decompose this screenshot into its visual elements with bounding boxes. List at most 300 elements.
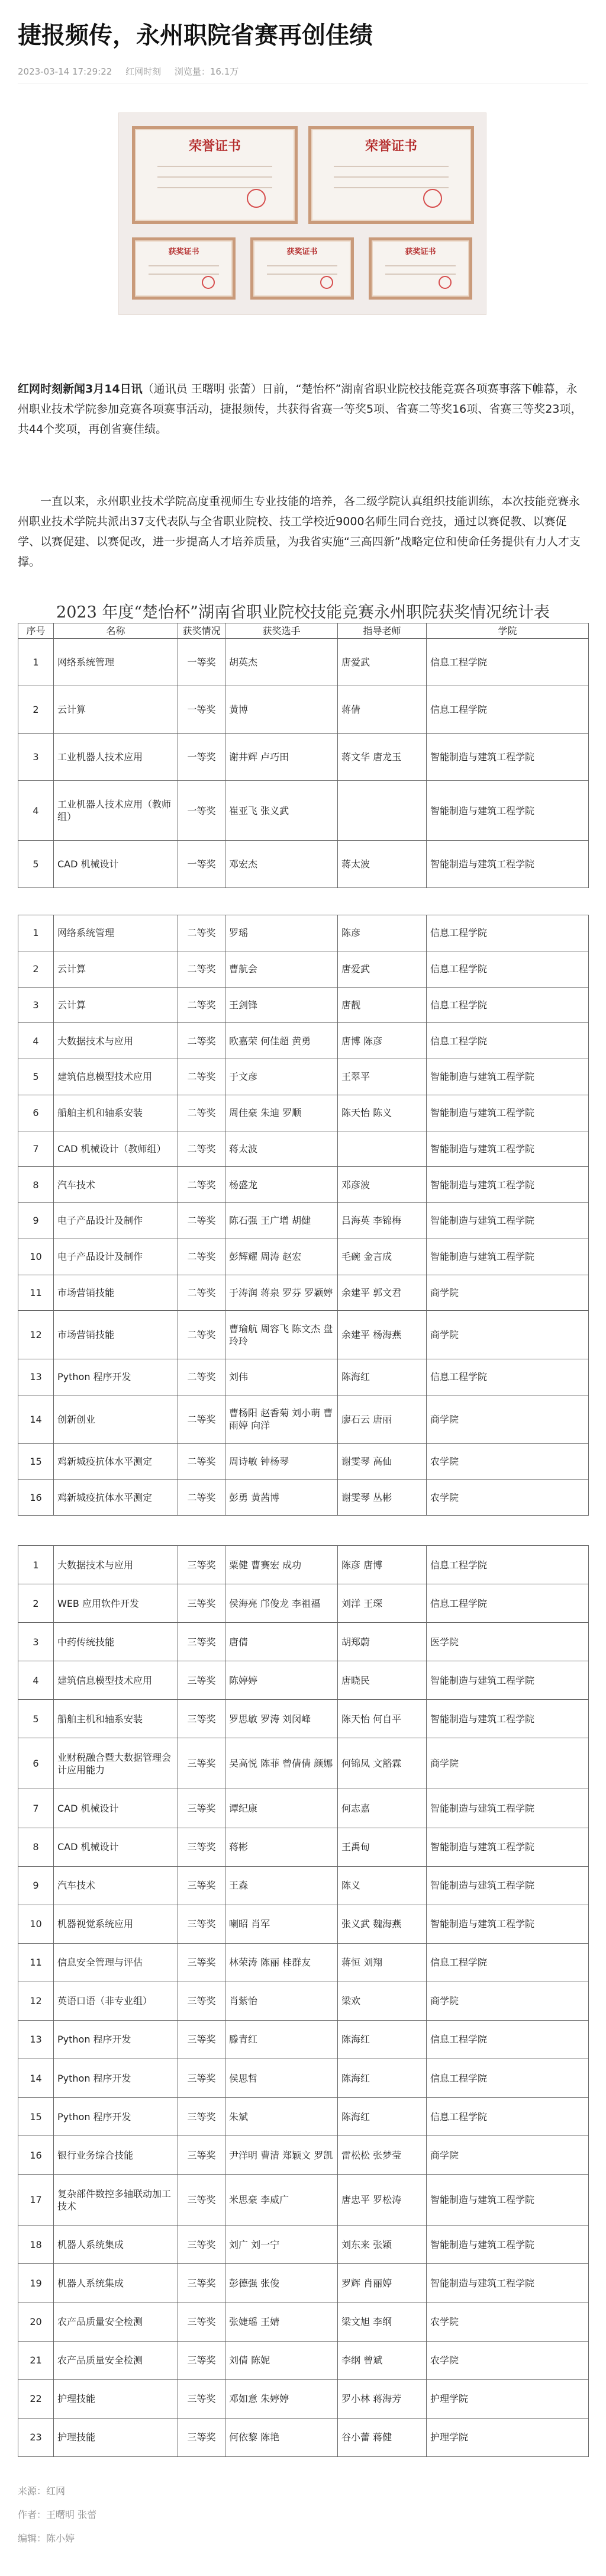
event-cell: Python 程序开发 bbox=[54, 2098, 178, 2136]
winners-cell: 杨盛龙 bbox=[225, 1167, 338, 1203]
winners-cell: 滕青红 bbox=[225, 2020, 338, 2059]
seq-cell: 21 bbox=[18, 2341, 54, 2379]
winners-cell: 罗瑶 bbox=[225, 915, 338, 951]
seq-cell: 4 bbox=[18, 1023, 54, 1059]
table-row bbox=[18, 1661, 589, 1700]
award-cell: 三等奖 bbox=[178, 2136, 225, 2175]
college-cell: 信息工程学院 bbox=[427, 1943, 589, 1982]
college-cell: 智能制造与建筑工程学院 bbox=[427, 1131, 589, 1167]
advisor-cell: 陈义 bbox=[338, 1866, 427, 1905]
winners-cell: 粟健 曹赛宏 成功 bbox=[225, 1546, 338, 1584]
event-cell: 工业机器人技术应用（教师组） bbox=[54, 781, 178, 841]
event-cell: CAD 机械设计 bbox=[54, 1789, 178, 1828]
event-cell: 云计算 bbox=[54, 951, 178, 987]
advisor-cell: 余建平 郭文君 bbox=[338, 1275, 427, 1311]
college-cell: 农学院 bbox=[427, 2341, 589, 2379]
event-cell: 护理技能 bbox=[54, 2379, 178, 2418]
advisor-cell: 陈海红 bbox=[338, 2059, 427, 2098]
advisor-cell: 余建平 杨海燕 bbox=[338, 1311, 427, 1359]
paragraph-2: 一直以来，永州职业技术学院高度重视师生专业技能的培养，各二级学院认真组织技能训练，本次技能竞赛永州职业技术学院共派出37支代表队与全省职业院校、技工学校近9000名师生同台竞技，通过以赛促教、以赛促学、以赛促建、以赛促改，进一步提高人才培养质量，为我省实施“三高四新”战略定位和使命任务提供有力人才支撑。 bbox=[18, 495, 581, 568]
table-row bbox=[18, 1095, 589, 1131]
college-cell: 智能制造与建筑工程学院 bbox=[427, 841, 589, 888]
advisor-cell: 谢雯琴 丛彬 bbox=[338, 1480, 427, 1516]
table-row bbox=[18, 1480, 589, 1516]
advisor-cell: 谷小蕾 蒋健 bbox=[338, 2418, 427, 2456]
advisor-cell: 刘东来 张颖 bbox=[338, 2226, 427, 2264]
certificate-2 bbox=[308, 126, 474, 224]
college-cell: 智能制造与建筑工程学院 bbox=[427, 1059, 589, 1095]
advisor-cell: 张义武 魏海燕 bbox=[338, 1905, 427, 1943]
winners-cell: 曹航会 bbox=[225, 951, 338, 987]
table-row bbox=[18, 1203, 589, 1239]
college-cell: 智能制造与建筑工程学院 bbox=[427, 2264, 589, 2302]
event-cell: 复杂部件数控多轴联动加工技术 bbox=[54, 2175, 178, 2226]
event-cell: 网络系统管理 bbox=[54, 915, 178, 951]
footer-source: 来源：红网 bbox=[18, 2485, 66, 2497]
advisor-cell: 唐爱武 bbox=[338, 639, 427, 686]
award-cell: 三等奖 bbox=[178, 2264, 225, 2302]
event-cell: 机器视觉系统应用 bbox=[54, 1905, 178, 1943]
seq-cell: 1 bbox=[18, 1546, 54, 1584]
advisor-cell: 罗辉 肖丽婷 bbox=[338, 2264, 427, 2302]
award-cell: 三等奖 bbox=[178, 2302, 225, 2341]
table-row bbox=[18, 1700, 589, 1738]
award-cell: 二等奖 bbox=[178, 1480, 225, 1516]
table-row bbox=[18, 1943, 589, 1982]
advisor-cell: 吕海英 李锦梅 bbox=[338, 1203, 427, 1239]
winners-cell: 刘广 刘一宁 bbox=[225, 2226, 338, 2264]
event-cell: 机器人系统集成 bbox=[54, 2264, 178, 2302]
seq-cell: 13 bbox=[18, 1359, 54, 1395]
winners-cell: 于文彦 bbox=[225, 1059, 338, 1095]
college-cell: 信息工程学院 bbox=[427, 915, 589, 951]
event-cell: 农产品质量安全检测 bbox=[54, 2341, 178, 2379]
award-cell: 三等奖 bbox=[178, 2418, 225, 2456]
winners-cell: 喇昭 肖军 bbox=[225, 1905, 338, 1943]
seq-cell: 3 bbox=[18, 1623, 54, 1661]
college-cell: 智能制造与建筑工程学院 bbox=[427, 1789, 589, 1828]
advisor-cell: 胡郑蔚 bbox=[338, 1623, 427, 1661]
advisor-cell: 梁文旭 李纲 bbox=[338, 2302, 427, 2341]
award-cell: 三等奖 bbox=[178, 1623, 225, 1661]
award-cell: 一等奖 bbox=[178, 781, 225, 841]
table-row bbox=[18, 1828, 589, 1866]
college-cell: 信息工程学院 bbox=[427, 987, 589, 1023]
seq-cell: 9 bbox=[18, 1866, 54, 1905]
winners-cell: 周诗敏 钟杨琴 bbox=[225, 1443, 338, 1480]
event-cell: 鸡新城疫抗体水平测定 bbox=[54, 1480, 178, 1516]
advisor-cell: 唐晓民 bbox=[338, 1661, 427, 1700]
table-row bbox=[18, 1059, 589, 1095]
table-row bbox=[18, 1311, 589, 1359]
seq-cell: 7 bbox=[18, 1131, 54, 1167]
award-cell: 三等奖 bbox=[178, 1828, 225, 1866]
college-cell: 商学院 bbox=[427, 1395, 589, 1443]
award-cell: 二等奖 bbox=[178, 915, 225, 951]
seq-cell: 15 bbox=[18, 1443, 54, 1480]
header-cell: 获奖选手 bbox=[225, 623, 338, 639]
certificate-4 bbox=[250, 237, 354, 300]
advisor-cell: 廖石云 唐丽 bbox=[338, 1395, 427, 1443]
seq-cell: 17 bbox=[18, 2175, 54, 2226]
table-row bbox=[18, 1584, 589, 1623]
event-cell: 创新创业 bbox=[54, 1395, 178, 1443]
award-cell: 二等奖 bbox=[178, 1203, 225, 1239]
table-row bbox=[18, 2098, 589, 2136]
college-cell: 信息工程学院 bbox=[427, 2020, 589, 2059]
seq-cell: 6 bbox=[18, 1095, 54, 1131]
table-row bbox=[18, 734, 589, 781]
event-cell: 船舶主机和轴系安装 bbox=[54, 1700, 178, 1738]
event-cell: 云计算 bbox=[54, 987, 178, 1023]
table-row bbox=[18, 1789, 589, 1828]
certificate-title: 荣誉证书 bbox=[365, 139, 417, 154]
event-cell: 船舶主机和轴系安装 bbox=[54, 1095, 178, 1131]
advisor-cell: 陈海红 bbox=[338, 1359, 427, 1395]
table-row bbox=[18, 781, 589, 841]
advisor-cell: 雷松松 张梦莹 bbox=[338, 2136, 427, 2175]
college-cell: 信息工程学院 bbox=[427, 951, 589, 987]
winners-cell: 王森 bbox=[225, 1866, 338, 1905]
college-cell: 智能制造与建筑工程学院 bbox=[427, 1239, 589, 1275]
event-cell: 市场营销技能 bbox=[54, 1311, 178, 1359]
table-row bbox=[18, 2226, 589, 2264]
certificate-title: 获奖证书 bbox=[286, 247, 318, 256]
event-cell: WEB 应用软件开发 bbox=[54, 1584, 178, 1623]
college-cell: 商学院 bbox=[427, 2136, 589, 2175]
award-cell: 三等奖 bbox=[178, 2059, 225, 2098]
footer-author: 作者：王曙明 张蕾 bbox=[18, 2509, 97, 2520]
winners-cell: 林荣涛 陈丽 桂群友 bbox=[225, 1943, 338, 1982]
winners-cell: 谭纪康 bbox=[225, 1789, 338, 1828]
footer-editor: 编辑：陈小婷 bbox=[18, 2533, 75, 2544]
table-row bbox=[18, 2418, 589, 2456]
table-row bbox=[18, 915, 589, 951]
seq-cell: 1 bbox=[18, 639, 54, 686]
table-row bbox=[18, 1905, 589, 1943]
seq-cell: 5 bbox=[18, 1700, 54, 1738]
table-row bbox=[18, 1167, 589, 1203]
header-cell: 指导老师 bbox=[338, 623, 427, 639]
event-cell: 市场营销技能 bbox=[54, 1275, 178, 1311]
header-cell: 学院 bbox=[427, 623, 589, 639]
award-cell: 三等奖 bbox=[178, 1584, 225, 1623]
advisor-cell: 王禹甸 bbox=[338, 1828, 427, 1866]
seq-cell: 14 bbox=[18, 1395, 54, 1443]
award-cell: 一等奖 bbox=[178, 734, 225, 781]
seq-cell: 11 bbox=[18, 1275, 54, 1311]
advisor-cell: 唐靓 bbox=[338, 987, 427, 1023]
certificate-3 bbox=[132, 237, 236, 300]
table-row bbox=[18, 1982, 589, 2020]
advisor-cell: 谢雯琴 高仙 bbox=[338, 1443, 427, 1480]
college-cell: 农学院 bbox=[427, 2302, 589, 2341]
college-cell: 商学院 bbox=[427, 1738, 589, 1789]
event-cell: 云计算 bbox=[54, 686, 178, 734]
advisor-cell: 罗小林 蒋海芳 bbox=[338, 2379, 427, 2418]
certificate-5 bbox=[369, 237, 472, 300]
college-cell: 护理学院 bbox=[427, 2379, 589, 2418]
seq-cell: 18 bbox=[18, 2226, 54, 2264]
award-cell: 三等奖 bbox=[178, 1700, 225, 1738]
college-cell: 农学院 bbox=[427, 1443, 589, 1480]
table-row bbox=[18, 2341, 589, 2379]
event-cell: 网络系统管理 bbox=[54, 639, 178, 686]
college-cell: 信息工程学院 bbox=[427, 2098, 589, 2136]
certificate-photo bbox=[118, 112, 486, 315]
winners-cell: 邓如意 朱婷婷 bbox=[225, 2379, 338, 2418]
award-cell: 二等奖 bbox=[178, 1311, 225, 1359]
seq-cell: 12 bbox=[18, 1311, 54, 1359]
header-cell: 名称 bbox=[54, 623, 178, 639]
college-cell: 信息工程学院 bbox=[427, 1546, 589, 1584]
award-cell: 二等奖 bbox=[178, 1131, 225, 1167]
winners-cell: 肖紫怡 bbox=[225, 1982, 338, 2020]
award-cell: 二等奖 bbox=[178, 1095, 225, 1131]
table-title: 2023 年度“楚怡杯”湖南省职业院校技能竞赛永州职院获奖情况统计表 bbox=[56, 603, 550, 622]
awards-table-first-prize bbox=[18, 623, 589, 888]
advisor-cell: 蒋太波 bbox=[338, 841, 427, 888]
seq-cell: 14 bbox=[18, 2059, 54, 2098]
article-title: 捷报频传，永州职院省赛再创佳绩 bbox=[18, 22, 373, 49]
table-row bbox=[18, 841, 589, 888]
college-cell: 信息工程学院 bbox=[427, 1023, 589, 1059]
table-row bbox=[18, 1546, 589, 1584]
event-cell: 汽车技术 bbox=[54, 1866, 178, 1905]
advisor-cell: 蒋倩 bbox=[338, 686, 427, 734]
advisor-cell: 陈海红 bbox=[338, 2098, 427, 2136]
event-cell: 机器人系统集成 bbox=[54, 2226, 178, 2264]
advisor-cell bbox=[338, 1131, 427, 1167]
seq-cell: 8 bbox=[18, 1828, 54, 1866]
seq-cell: 6 bbox=[18, 1738, 54, 1789]
college-cell: 信息工程学院 bbox=[427, 686, 589, 734]
advisor-cell bbox=[338, 781, 427, 841]
college-cell: 智能制造与建筑工程学院 bbox=[427, 1167, 589, 1203]
event-cell: 业财税融合暨大数据管理会计应用能力 bbox=[54, 1738, 178, 1789]
certificate-title: 获奖证书 bbox=[405, 247, 436, 256]
event-cell: Python 程序开发 bbox=[54, 2059, 178, 2098]
award-cell: 一等奖 bbox=[178, 639, 225, 686]
winners-cell: 尹洋明 曹清 郑颖文 罗凯 bbox=[225, 2136, 338, 2175]
award-cell: 三等奖 bbox=[178, 1738, 225, 1789]
award-cell: 二等奖 bbox=[178, 1023, 225, 1059]
advisor-cell: 陈彦 bbox=[338, 915, 427, 951]
winners-cell: 彭德强 张俊 bbox=[225, 2264, 338, 2302]
header-cell: 获奖情况 bbox=[178, 623, 225, 639]
advisor-cell: 梁欢 bbox=[338, 1982, 427, 2020]
winners-cell: 王剑锋 bbox=[225, 987, 338, 1023]
awards-table-third-prize bbox=[18, 1545, 589, 2457]
table-row bbox=[18, 1738, 589, 1789]
award-cell: 三等奖 bbox=[178, 1982, 225, 2020]
certificate-1 bbox=[132, 126, 298, 224]
winners-cell: 何依黎 陈艳 bbox=[225, 2418, 338, 2456]
table-row bbox=[18, 1275, 589, 1311]
advisor-cell: 毛碗 金言成 bbox=[338, 1239, 427, 1275]
award-cell: 三等奖 bbox=[178, 1866, 225, 1905]
advisor-cell: 李纲 曾斌 bbox=[338, 2341, 427, 2379]
award-cell: 一等奖 bbox=[178, 841, 225, 888]
advisor-cell: 陈天怡 何自平 bbox=[338, 1700, 427, 1738]
award-cell: 三等奖 bbox=[178, 2379, 225, 2418]
source-link[interactable]: 红网时刻 bbox=[125, 66, 162, 77]
award-cell: 三等奖 bbox=[178, 2226, 225, 2264]
seq-cell: 8 bbox=[18, 1167, 54, 1203]
seq-cell: 13 bbox=[18, 2020, 54, 2059]
college-cell: 智能制造与建筑工程学院 bbox=[427, 1700, 589, 1738]
table-row bbox=[18, 2379, 589, 2418]
event-cell: CAD 机械设计（教师组） bbox=[54, 1131, 178, 1167]
certificate-title: 荣誉证书 bbox=[188, 139, 241, 154]
winners-cell: 陈婷婷 bbox=[225, 1661, 338, 1700]
advisor-cell: 陈天怡 陈义 bbox=[338, 1095, 427, 1131]
award-cell: 三等奖 bbox=[178, 1546, 225, 1584]
awards-table-second-prize bbox=[18, 915, 589, 1516]
award-cell: 三等奖 bbox=[178, 1905, 225, 1943]
award-cell: 二等奖 bbox=[178, 1359, 225, 1395]
table-row bbox=[18, 2020, 589, 2059]
seq-cell: 10 bbox=[18, 1905, 54, 1943]
award-cell: 二等奖 bbox=[178, 1167, 225, 1203]
award-cell: 二等奖 bbox=[178, 1443, 225, 1480]
college-cell: 信息工程学院 bbox=[427, 2059, 589, 2098]
paragraph-1-text: （通讯员 王曙明 张蕾）日前，“楚怡杯”湖南省职业院校技能竞赛各项赛事落下帷幕，永州职业技术学院参加竞赛各项赛事活动，捷报频传，共获得省赛一等奖5项、省赛二等奖16项、省赛三等奖23项，共44个奖项，再创省赛佳绩。 bbox=[18, 382, 582, 436]
table-row bbox=[18, 1623, 589, 1661]
seq-cell: 20 bbox=[18, 2302, 54, 2341]
winners-cell: 唐倩 bbox=[225, 1623, 338, 1661]
award-cell: 三等奖 bbox=[178, 2175, 225, 2226]
winners-cell: 米思豪 李威广 bbox=[225, 2175, 338, 2226]
event-cell: CAD 机械设计 bbox=[54, 841, 178, 888]
advisor-cell: 陈海红 bbox=[338, 2020, 427, 2059]
seq-cell: 4 bbox=[18, 1661, 54, 1700]
winners-cell: 邓宏杰 bbox=[225, 841, 338, 888]
table-row bbox=[18, 2059, 589, 2098]
table-row bbox=[18, 1239, 589, 1275]
seq-cell: 3 bbox=[18, 734, 54, 781]
table-header-row bbox=[18, 623, 589, 639]
award-cell: 二等奖 bbox=[178, 1239, 225, 1275]
seq-cell: 10 bbox=[18, 1239, 54, 1275]
seq-cell: 2 bbox=[18, 1584, 54, 1623]
college-cell: 智能制造与建筑工程学院 bbox=[427, 2226, 589, 2264]
winners-cell: 侯思哲 bbox=[225, 2059, 338, 2098]
seq-cell: 4 bbox=[18, 781, 54, 841]
college-cell: 医学院 bbox=[427, 1623, 589, 1661]
event-cell: Python 程序开发 bbox=[54, 1359, 178, 1395]
advisor-cell: 蒋文华 唐龙玉 bbox=[338, 734, 427, 781]
seq-cell: 3 bbox=[18, 987, 54, 1023]
header-cell: 序号 bbox=[18, 623, 54, 639]
event-cell: 建筑信息模型技术应用 bbox=[54, 1661, 178, 1700]
event-cell: 工业机器人技术应用 bbox=[54, 734, 178, 781]
event-cell: CAD 机械设计 bbox=[54, 1828, 178, 1866]
winners-cell: 黄博 bbox=[225, 686, 338, 734]
view-count: 浏览量：16.1万 bbox=[174, 66, 239, 77]
paragraph-1 bbox=[18, 379, 588, 439]
table-row bbox=[18, 686, 589, 734]
winners-cell: 彭辉耀 周涛 赵宏 bbox=[225, 1239, 338, 1275]
table-row bbox=[18, 1359, 589, 1395]
winners-cell: 曹瑜航 周容飞 陈文杰 盘玲玲 bbox=[225, 1311, 338, 1359]
college-cell: 智能制造与建筑工程学院 bbox=[427, 1203, 589, 1239]
seq-cell: 2 bbox=[18, 951, 54, 987]
publish-time: 2023-03-14 17:29:22 bbox=[18, 66, 112, 77]
event-cell: 护理技能 bbox=[54, 2418, 178, 2456]
award-cell: 三等奖 bbox=[178, 2341, 225, 2379]
table-row bbox=[18, 2175, 589, 2226]
table-row bbox=[18, 1131, 589, 1167]
table-row bbox=[18, 639, 589, 686]
seq-cell: 22 bbox=[18, 2379, 54, 2418]
seq-cell: 5 bbox=[18, 841, 54, 888]
winners-cell: 刘倩 陈妮 bbox=[225, 2341, 338, 2379]
certificate-title: 获奖证书 bbox=[168, 247, 199, 256]
winners-cell: 于涛润 蒋泉 罗芬 罗颖婷 bbox=[225, 1275, 338, 1311]
college-cell: 商学院 bbox=[427, 1982, 589, 2020]
winners-cell: 朱斌 bbox=[225, 2098, 338, 2136]
event-cell: 银行业务综合技能 bbox=[54, 2136, 178, 2175]
winners-cell: 陈石强 王广增 胡健 bbox=[225, 1203, 338, 1239]
winners-cell: 胡英杰 bbox=[225, 639, 338, 686]
advisor-cell: 唐博 陈彦 bbox=[338, 1023, 427, 1059]
seq-cell: 15 bbox=[18, 2098, 54, 2136]
winners-cell: 吴高悦 陈菲 曾倩倩 颜娜 bbox=[225, 1738, 338, 1789]
seq-cell: 7 bbox=[18, 1789, 54, 1828]
advisor-cell: 何锦凤 文豁霖 bbox=[338, 1738, 427, 1789]
winners-cell: 谢井辉 卢巧田 bbox=[225, 734, 338, 781]
seq-cell: 1 bbox=[18, 915, 54, 951]
college-cell: 农学院 bbox=[427, 1480, 589, 1516]
event-cell: 电子产品设计及制作 bbox=[54, 1203, 178, 1239]
college-cell: 智能制造与建筑工程学院 bbox=[427, 1661, 589, 1700]
college-cell: 智能制造与建筑工程学院 bbox=[427, 2175, 589, 2226]
college-cell: 智能制造与建筑工程学院 bbox=[427, 1905, 589, 1943]
event-cell: 中药传统技能 bbox=[54, 1623, 178, 1661]
award-cell: 一等奖 bbox=[178, 686, 225, 734]
table-row bbox=[18, 2302, 589, 2341]
event-cell: 电子产品设计及制作 bbox=[54, 1239, 178, 1275]
college-cell: 护理学院 bbox=[427, 2418, 589, 2456]
seq-cell: 5 bbox=[18, 1059, 54, 1095]
advisor-cell: 唐忠平 罗松涛 bbox=[338, 2175, 427, 2226]
college-cell: 智能制造与建筑工程学院 bbox=[427, 1866, 589, 1905]
advisor-cell: 蒋恒 刘翔 bbox=[338, 1943, 427, 1982]
college-cell: 智能制造与建筑工程学院 bbox=[427, 1828, 589, 1866]
advisor-cell: 陈彦 唐博 bbox=[338, 1546, 427, 1584]
seq-cell: 12 bbox=[18, 1982, 54, 2020]
winners-cell: 蒋彬 bbox=[225, 1828, 338, 1866]
event-cell: 信息安全管理与评估 bbox=[54, 1943, 178, 1982]
table-row bbox=[18, 1395, 589, 1443]
college-cell: 智能制造与建筑工程学院 bbox=[427, 1095, 589, 1131]
table-row bbox=[18, 1866, 589, 1905]
winners-cell: 欧嘉荣 何佳超 黄勇 bbox=[225, 1023, 338, 1059]
award-cell: 三等奖 bbox=[178, 2020, 225, 2059]
college-cell: 商学院 bbox=[427, 1275, 589, 1311]
event-cell: Python 程序开发 bbox=[54, 2020, 178, 2059]
college-cell: 信息工程学院 bbox=[427, 1584, 589, 1623]
event-cell: 大数据技术与应用 bbox=[54, 1546, 178, 1584]
article-meta bbox=[18, 65, 249, 78]
event-cell: 汽车技术 bbox=[54, 1167, 178, 1203]
event-cell: 英语口语（非专业组） bbox=[54, 1982, 178, 2020]
table-row bbox=[18, 1443, 589, 1480]
seq-cell: 2 bbox=[18, 686, 54, 734]
dateline: 红网时刻新闻3月14日讯 bbox=[18, 382, 143, 395]
award-cell: 二等奖 bbox=[178, 1275, 225, 1311]
